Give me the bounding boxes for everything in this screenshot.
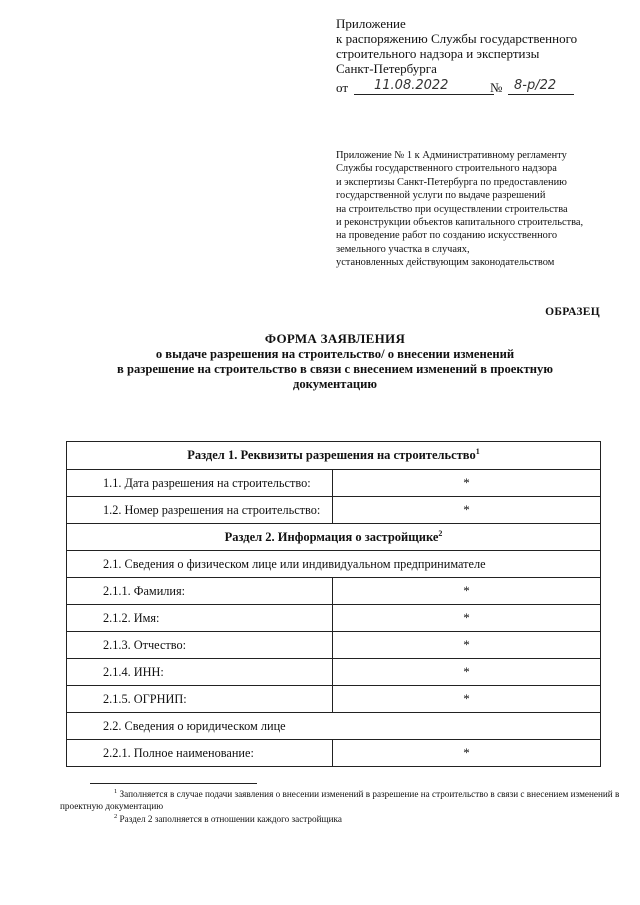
appendix-line: Санкт-Петербурга [336, 61, 437, 76]
section-1-title: Раздел 1. Реквизиты разрешения на строительство [187, 448, 476, 462]
section-header-row [67, 442, 601, 470]
footnote-mark: 2 [114, 812, 118, 820]
footnote-2 [60, 814, 630, 826]
table-row [67, 686, 601, 713]
section-1-header [67, 442, 601, 470]
ogrnip-label: 2.1.5. ОГРНИП: [67, 686, 333, 713]
order-number-handwritten: 8-р/22 [514, 78, 557, 93]
individual-info-subheader: 2.1. Сведения о физическом лице или индивидуальном предпринимателе [67, 551, 601, 578]
permit-number-label: 1.2. Номер разрешения на строительство: [67, 497, 333, 524]
regulation-line: Службы государственного строительного надзора [336, 163, 557, 175]
permit-date-label: 1.1. Дата разрешения на строительство: [67, 470, 333, 497]
footnote-ref: 2 [438, 528, 443, 538]
permit-number-field[interactable]: * [333, 497, 601, 524]
section-header-row [67, 524, 601, 551]
form-title-line: в разрешение на строительство в связи с внесением изменений в проектную [117, 362, 553, 376]
number-underline [508, 94, 574, 95]
appendix-line: Приложение [336, 16, 406, 31]
regulation-line: на проведение работ по созданию искусственного [336, 230, 558, 242]
form-title-line: документацию [292, 377, 378, 391]
table-row [67, 659, 601, 686]
patronymic-label: 2.1.3. Отчество: [67, 632, 333, 659]
table-row [67, 551, 601, 578]
inn-label: 2.1.4. ИНН: [67, 659, 333, 686]
section-2-title: Раздел 2. Информация о застройщике [224, 529, 439, 544]
table-row [67, 605, 601, 632]
form-title-main: ФОРМА ЗАЯВЛЕНИЯ [264, 331, 406, 346]
regulation-line: земельного участка в случаях, [336, 243, 470, 255]
table-row [67, 578, 601, 605]
table-row [67, 470, 601, 497]
legal-entity-subheader: 2.2. Сведения о юридическом лице [67, 713, 601, 740]
ogrnip-field[interactable]: * [333, 686, 601, 713]
appendix-line: строительного надзора и экспертизы [336, 46, 540, 61]
regulation-line: Приложение № 1 к Административному регламенту [336, 150, 567, 161]
section-2-header [67, 524, 601, 551]
full-name-label: 2.2.1. Полное наименование: [67, 740, 333, 767]
regulation-line: установленных действующим законодательством [336, 257, 555, 269]
surname-field[interactable]: * [333, 578, 601, 605]
appendix-line: к распоряжению Службы государственного [336, 31, 578, 46]
order-date-handwritten: 11.08.2022 [374, 78, 449, 93]
order-date-number-row [336, 77, 626, 97]
date-label: от [336, 80, 349, 95]
patronymic-field[interactable]: * [333, 632, 601, 659]
footnote-divider [90, 783, 257, 784]
sample-label: ОБРАЗЕЦ [545, 306, 600, 318]
table-row [67, 713, 601, 740]
regulation-note [336, 149, 616, 270]
footnote-1 [60, 789, 630, 812]
inn-field[interactable]: * [333, 659, 601, 686]
footnote-ref: 1 [475, 446, 480, 456]
table-row [67, 497, 601, 524]
regulation-line: и реконструкции объектов капитального строительства, [336, 217, 584, 229]
date-underline [354, 94, 494, 95]
application-form-table [66, 441, 601, 767]
footnote-text: Заполняется в случае подачи заявления о внесении изменений в разрешение на строительство в связи с внесением изменений в проектную документацию [60, 789, 620, 811]
regulation-line: и экспертизы Санкт-Петербурга по предоставлению [336, 176, 567, 188]
form-title [40, 331, 630, 392]
table-row [67, 740, 601, 767]
first-name-label: 2.1.2. Имя: [67, 605, 333, 632]
table-row [67, 632, 601, 659]
footnote-mark: 1 [114, 787, 118, 795]
first-name-field[interactable]: * [333, 605, 601, 632]
full-name-field[interactable]: * [333, 740, 601, 767]
footnotes [60, 789, 630, 826]
form-title-line: о выдаче разрешения на строительство/ о внесении изменений [155, 347, 515, 361]
number-label: № [490, 80, 503, 95]
appendix-header [336, 16, 626, 97]
permit-date-field[interactable]: * [333, 470, 601, 497]
regulation-line: на строительство при осуществлении строительства [336, 203, 568, 215]
regulation-line: государственной услуги по выдаче разрешений [336, 190, 546, 202]
surname-label: 2.1.1. Фамилия: [67, 578, 333, 605]
footnote-text: Раздел 2 заполняется в отношении каждого застройщика [119, 814, 342, 824]
